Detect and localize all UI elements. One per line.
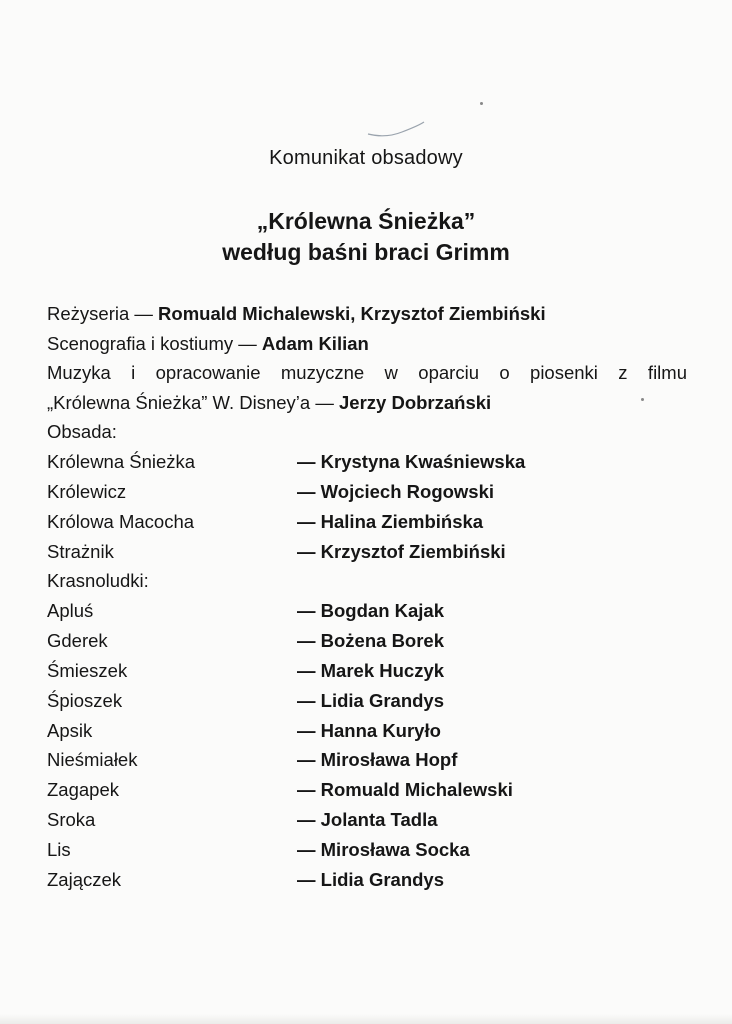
cast-row	[47, 626, 687, 656]
credit-role: „Królewna Śnieżka” W. Disney’a —	[47, 391, 339, 413]
credit-role: Reżyseria —	[47, 303, 159, 324]
play-title-line-1: „Królewna Śnieżka”	[256, 208, 476, 234]
cast-actor: — Lidia Grandys	[297, 689, 445, 711]
cast-role: Nieśmiałek	[47, 749, 138, 771]
cast-row	[47, 716, 687, 746]
cast-row	[47, 775, 687, 805]
credit-name: Jerzy Dobrzański	[339, 391, 492, 413]
credit-role: Scenografia i kostiumy —	[47, 332, 262, 354]
cast-role: Królewicz	[47, 480, 127, 502]
cast-role: Sroka	[47, 809, 96, 831]
credit-directing	[47, 299, 687, 329]
cast-row	[47, 835, 687, 865]
cast-role: Śmieszek	[47, 659, 128, 681]
credit-name: Adam Kilian	[261, 332, 369, 354]
cast-role: Gderek	[47, 630, 108, 652]
cast-actor: — Halina Ziembińska	[297, 510, 484, 532]
play-title	[0, 206, 732, 268]
cast-actor: — Hanna Kuryło	[297, 719, 441, 741]
cast-row	[47, 865, 687, 895]
cast-actor: — Krystyna Kwaśniewska	[297, 451, 526, 472]
document-label: Komunikat obsadowy	[269, 147, 463, 169]
cast-label: Obsada:	[47, 421, 117, 443]
cast-role: Królewna Śnieżka	[47, 451, 196, 472]
cast-row	[47, 686, 687, 716]
cast-row	[47, 745, 687, 775]
cast-role: Królowa Macocha	[47, 510, 195, 532]
cast-row	[47, 477, 687, 507]
cast-row	[47, 507, 687, 537]
cast-actor: — Mirosława Hopf	[297, 749, 458, 771]
cast-row	[47, 805, 687, 835]
credit-music-line-1: Muzyka i opracowanie muzyczne w oparciu o piosenki z filmu	[47, 362, 687, 384]
cast-list	[47, 447, 687, 895]
cast-row	[47, 656, 687, 686]
cast-role: Zagapek	[47, 779, 119, 801]
cast-actor: — Bożena Borek	[297, 630, 445, 652]
cast-role: Lis	[47, 838, 71, 860]
credit-scenography	[47, 329, 687, 359]
cast-row	[47, 566, 687, 596]
cast-role: Krasnoludki:	[47, 570, 149, 592]
cast-actor: — Wojciech Rogowski	[297, 480, 495, 502]
cast-role: Strażnik	[47, 540, 114, 562]
cast-role: Apluś	[47, 600, 94, 622]
paper-edge-shadow	[0, 1014, 732, 1024]
cast-role: Apsik	[47, 719, 93, 741]
cast-role: Zajączek	[47, 868, 122, 890]
credit-name: Romuald Michalewski, Krzysztof Ziembiński	[158, 303, 546, 324]
cast-actor: — Marek Huczyk	[297, 659, 445, 681]
cast-actor: — Romuald Michalewski	[297, 779, 513, 801]
cast-actor: — Jolanta Tadla	[297, 809, 438, 831]
pen-mark-scribble	[366, 120, 426, 140]
credit-music-line-2	[47, 388, 687, 418]
cast-actor: — Mirosława Socka	[297, 838, 470, 860]
play-title-line-2: według baśni braci Grimm	[222, 239, 510, 265]
cast-row	[47, 537, 687, 567]
cast-row	[47, 596, 687, 626]
cast-actor: — Lidia Grandys	[297, 868, 445, 890]
cast-row	[47, 447, 687, 477]
cast-role: Śpioszek	[47, 689, 123, 711]
cast-actor: — Bogdan Kajak	[297, 600, 444, 622]
credits-block	[47, 299, 687, 447]
paper-speck	[480, 102, 483, 105]
cast-actor: — Krzysztof Ziembiński	[297, 540, 506, 562]
